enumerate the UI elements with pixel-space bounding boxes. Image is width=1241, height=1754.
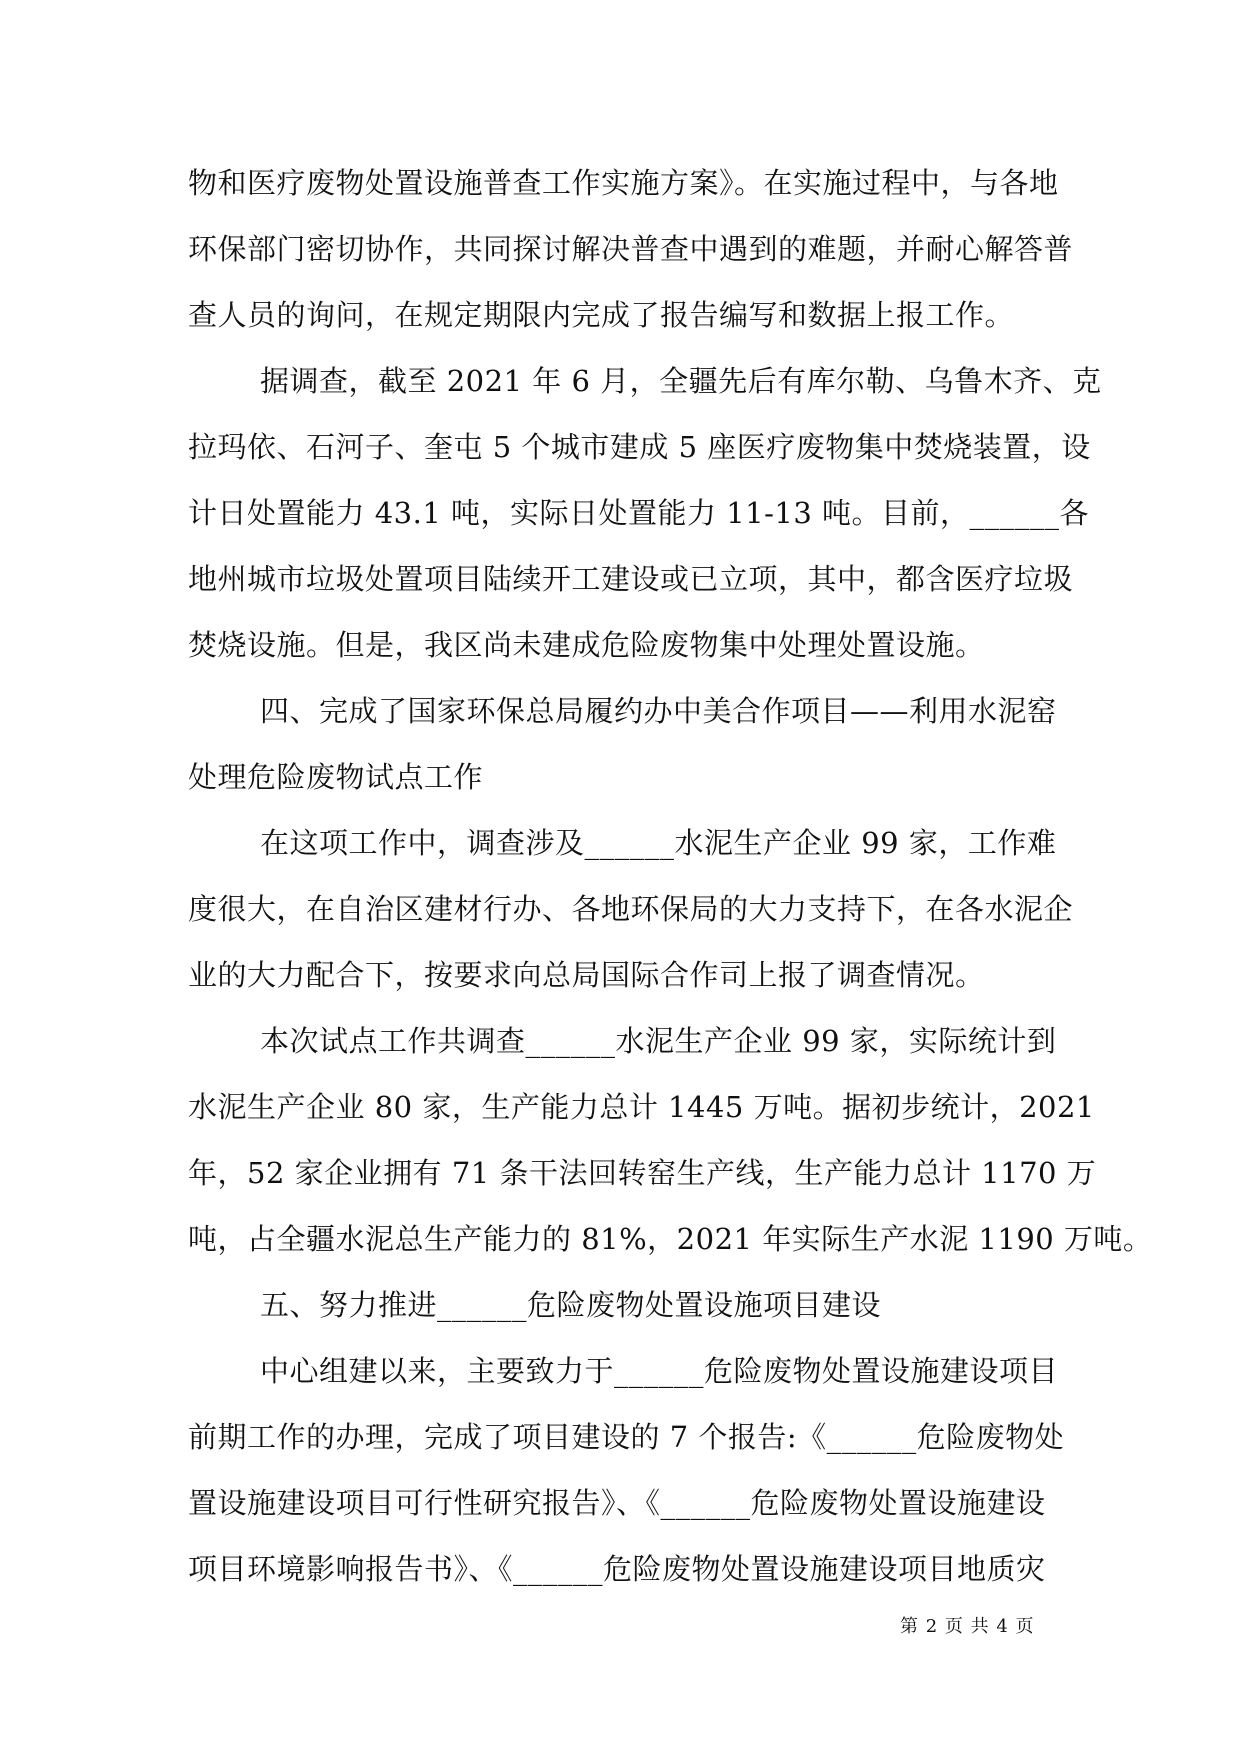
text-line: 环保部门密切协作，共同探讨解决普查中遇到的难题，并耐心解答普 — [188, 232, 1074, 266]
section-heading-line: 四、完成了国家环保总局履约办中美合作项目——利用水泥窑 — [260, 694, 1057, 728]
text-line: 查人员的询问，在规定期限内完成了报告编写和数据上报工作。 — [188, 298, 1015, 332]
section-heading-line: 五、努力推进______危险废物处置设施项目建设 — [260, 1288, 882, 1322]
text-line: 置设施建设项目可行性研究报告》、《______危险废物处置设施建设 — [188, 1486, 1046, 1520]
text-line: 年，52 家企业拥有 71 条干法回转窑生产线，生产能力总计 1170 万 — [188, 1156, 1097, 1190]
page-number-footer: 第 2 页 共 4 页 — [900, 1616, 1035, 1637]
text-line: 吨，占全疆水泥总生产能力的 81%，2021 年实际生产水泥 1190 万吨。 — [188, 1222, 1153, 1256]
paragraph-start-line: 本次试点工作共调查______水泥生产企业 99 家，实际统计到 — [260, 1024, 1057, 1058]
section-heading-line: 处理危险废物试点工作 — [188, 760, 484, 794]
text-line: 物和医疗废物处置设施普查工作实施方案》。在实施过程中，与各地 — [188, 166, 1059, 200]
text-line: 拉玛依、石河子、奎屯 5 个城市建成 5 座医疗废物集中焚烧装置，设 — [188, 430, 1091, 464]
paragraph-start-line: 中心组建以来，主要致力于______危险废物处置设施建设项目 — [260, 1354, 1059, 1388]
paragraph-start-line: 据调查，截至 2021 年 6 月，全疆先后有库尔勒、乌鲁木齐、克 — [260, 364, 1102, 398]
text-line: 前期工作的办理，完成了项目建设的 7 个报告:《______危险废物处 — [188, 1420, 1065, 1454]
paragraph-start-line: 在这项工作中，调查涉及______水泥生产企业 99 家，工作难 — [260, 826, 1057, 860]
text-line: 水泥生产企业 80 家，生产能力总计 1445 万吨。据初步统计，2021 — [188, 1090, 1095, 1124]
document-body — [188, 150, 1153, 1602]
text-line: 地州城市垃圾处置项目陆续开工建设或已立项，其中，都含医疗垃圾 — [188, 562, 1074, 596]
text-line: 度很大，在自治区建材行办、各地环保局的大力支持下，在各水泥企 — [188, 892, 1074, 926]
text-line: 焚烧设施。但是，我区尚未建成危险废物集中处理处置设施。 — [188, 628, 985, 662]
text-line: 计日处置能力 43.1 吨，实际日处置能力 11-13 吨。目前，______各 — [188, 496, 1090, 530]
text-line: 项目环境影响报告书》、《______危险废物处置设施建设项目地质灾 — [188, 1552, 1046, 1586]
text-line: 业的大力配合下，按要求向总局国际合作司上报了调查情况。 — [188, 958, 985, 992]
